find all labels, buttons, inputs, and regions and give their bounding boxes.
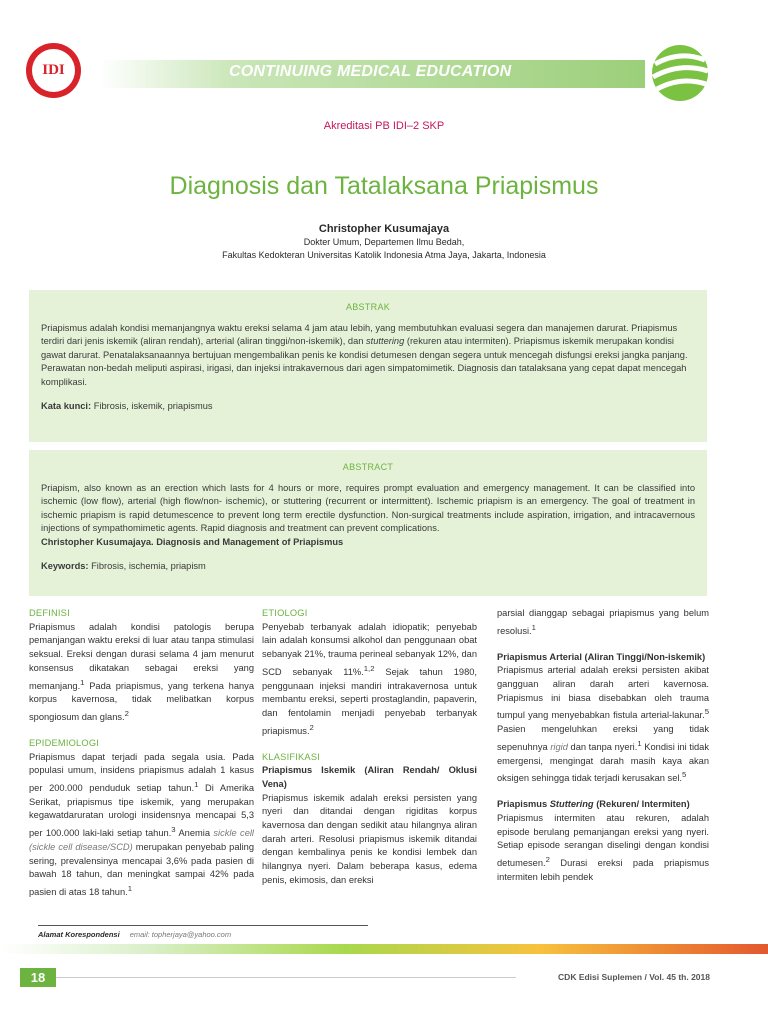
iskemik-paragraph: Priapismus iskemik adalah ereksi persisten yang nyeri dan ditandai dengan rigiditas korpus kavernosa dan dengan sedikit atau hilangnya aliran darah arteri. Resolusi priapismus iskemik ditandai dengan kembalinya penis ke kondisi lembek dan hilangnya nyeri. Dalam beberapa kasus, edema penis, ekimosis, dan ereksi [262, 792, 477, 885]
definisi-paragraph: Priapismus adalah kondisi patologis berupa pemanjangan waktu ereksi di luar atau tanpa stimulasi seksual. Ereksi dengan durasi selama 4 jam menurut konsensus dikatakan sebagai ereksi yang memanjang.$^1$ Pada priapismus, yang terkena hanya korpus kavernosa, tidak melibatkan korpus spongiosum dan glans.$^2$ [29, 621, 254, 723]
iskemik-subheading: Priapismus Iskemik (Aliran Rendah/ Oklusi Vena) [262, 765, 477, 789]
column-3 [497, 607, 709, 884]
etiologi-heading: ETIOLOGI [262, 608, 308, 618]
author-name: Christopher Kusumajaya [318, 223, 450, 235]
klasifikasi-heading: KLASIFIKASI [262, 751, 321, 762]
affiliation-line-1: Dokter Umum, Departemen Ilmu Bedah, [303, 237, 465, 247]
correspondence-email: email: topherjaya@yahoo.com [129, 930, 232, 939]
abstrak-box [29, 290, 707, 442]
arterial-subheading: Priapismus Arterial (Aliran Tinggi/Non-iskemik) [497, 651, 706, 662]
abstract-box [29, 450, 707, 596]
correspondence: Alamat Korespondensi email: topherjaya@yahoo.com [38, 925, 368, 939]
abstract-keywords: Keywords: Fibrosis, ischemia, priapism [41, 561, 206, 572]
arterial-paragraph: Priapismus arterial adalah ereksi persisten akibat gangguan aliran darah arteri kavernosa. Priapismus ini biasa disebabkan oleh trauma tumpul yang menyebabkan fistula arterial-lakunar.$^5$ Pasien mengeluhkan ereksi yang tidak sepenuhnya rigid dan tanpa nyeri.$^1$ Kondisi ini tidak emergensi, mengingat darah masih kaya akan oksigen sehingga tidak terjadi kerusakan sel.$^5$ [497, 665, 709, 784]
idi-logo-text: IDI [42, 62, 65, 78]
abstract-body: Priapism, also known as an erection which lasts for 4 hours or more, requires prompt evaluation and emergency management. It can be classified into ischemic (low flow), arterial (high flow/non- ischemic), or stuttering (recurrent or intermittent). Ischemic priapism is an emergency. The goal of treatment in ischemic priapism is rapid detumescence to prevent long term erectile dysfunction. Non-surgical treatments include aspiration, irrigation, and intracavernous injections of sympathomimetic agents. Rapid diagnosis and treatment can prevent complications. Christopher Kusumajaya. Diagnosis and Management of Priapismus [41, 483, 695, 547]
column-2 [262, 607, 477, 888]
stuttering-subheading: Priapismus Stuttering (Rekuren/ Intermiten) [497, 799, 690, 810]
abstrak-keywords: Kata kunci: Fibrosis, iskemik, priapismus [41, 401, 213, 412]
affiliation-line-2: Fakultas Kedokteran Universitas Katolik Indonesia Atma Jaya, Jakarta, Indonesia [222, 250, 546, 260]
definisi-heading: DEFINISI [29, 608, 70, 618]
column-1 [29, 607, 254, 900]
footer-color-bar [0, 944, 768, 954]
continuation-paragraph: parsial dianggap sebagai priapismus yang belum resolusi.$^1$ [497, 608, 709, 636]
idi-logo [26, 43, 81, 98]
epidemiologi-heading: EPIDEMIOLOGI [29, 737, 100, 748]
cdk-globe-logo [651, 44, 709, 102]
abstract-heading: ABSTRACT [342, 462, 394, 472]
page-number: 18 [20, 968, 56, 987]
banner-title: CONTINUING MEDICAL EDUCATION [229, 63, 512, 80]
article-title: Diagnosis dan Tatalaksana Priapismus [169, 172, 599, 200]
footer-divider [56, 977, 516, 978]
abstrak-body: Priapismus adalah kondisi memanjangnya waktu ereksi selama 4 jam atau lebih, yang membutuhkan evaluasi segera dan manajemen darurat. Priapismus terdiri dari jenis iskemik (aliran rendah), arterial (aliran tinggi/non-iskemik), dan stuttering (rekuren atau intermiten). Priapismus iskemik merupakan kondisi gawat darurat. Penatalaksanaannya bertujuan mengembalikan penis ke kondisi detumesen dengan segera untuk mencegah disfungsi ereksi jangka panjang. Perawatan non-bedah meliputi aspirasi, irigasi, dan injeksi intrakavernous dari agen simpatomimetik. Diagnosis dan tatalaksana yang cepat dapat mencegah komplikasi. [41, 323, 688, 387]
accreditation: Akreditasi PB IDI–2 SKP [323, 120, 445, 132]
journal-info: CDK Edisi Suplemen / Vol. 45 th. 2018 [558, 972, 710, 982]
abstrak-heading: ABSTRAK [345, 302, 391, 312]
epidemiologi-paragraph: Priapismus dapat terjadi pada segala usia. Pada populasi umum, insidens priapismus adalah 1 kasus per 200.000 penduduk setiap tahun.$^1$ Di Amerika Serikat, priapismus tipe iskemik, yang merupakan kegawatdaruratan urologi insidensnya mencapai 5,3 per 100.000 laki-laki setiap tahun.$^3$ Anemia sickle cell (sickle cell disease/SCD) merupakan penyebab paling sering, prevalensinya mencapai 3,6% pada pasien di bawah 18 tahun, dan meningkat sampai 42% pada pasien di atas 18 tahun.$^1$ [29, 751, 254, 898]
etiologi-paragraph: Penyebab terbanyak adalah idiopatik; penyebab lain adalah konsumsi alkohol dan penggunaan obat sebanyak 21%, trauma perineal sebanyak 12%, dan SCD sebanyak 11%.$^{1,2}$ Sejak tahun 1980, penggunaan injeksi mandiri intrakavernosa untuk membantu ereksi, seperti prostaglandin, papaverin, dan fentolamin menjadi penyebab terbanyak priapismus.$^2$ [262, 621, 477, 736]
stuttering-paragraph: Priapismus intermiten atau rekuren, adalah episode berulang pemanjangan ereksi yang nyeri. Setiap episode serangan diselingi dengan kondisi detumesen.$^2$ Durasi ereksi pada priapismus intermiten lebih pendek [497, 812, 709, 882]
